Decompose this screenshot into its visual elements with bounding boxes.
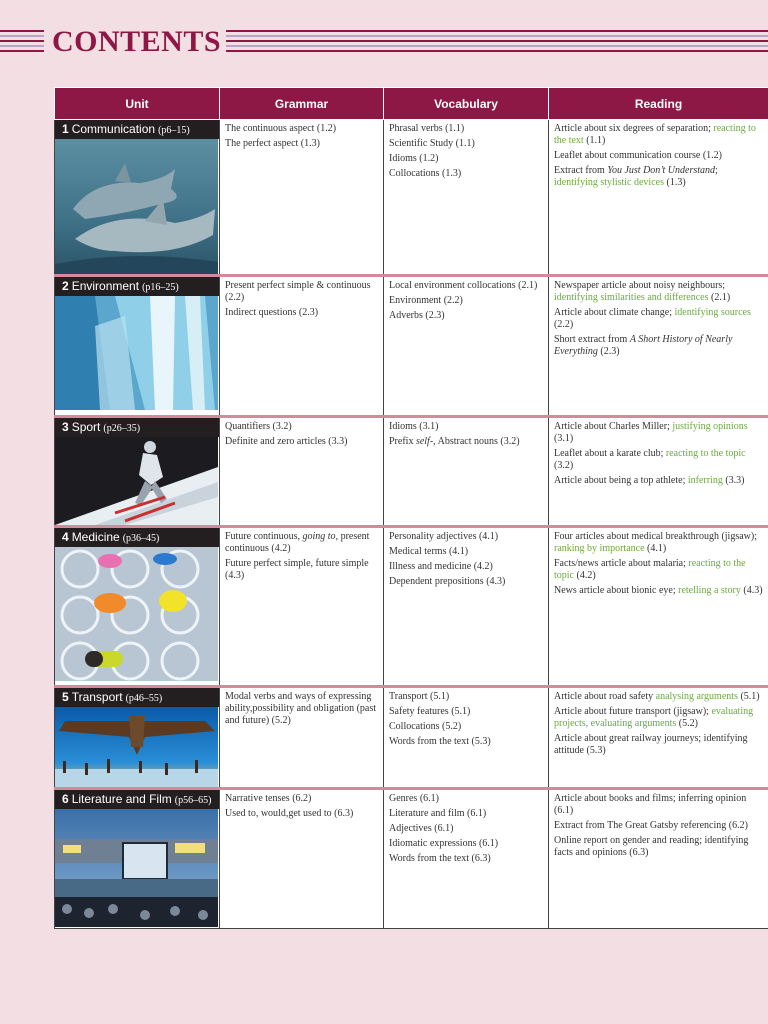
reading-entry [554,820,763,832]
unit-name: Communication [71,122,156,136]
entry-text: Collocations (1.3) [389,168,462,179]
entry-text: , Abstract nouns (3.2) [433,436,520,447]
glacier-photo [55,296,218,410]
decorative-stripes-right [226,30,768,52]
contents-table [54,87,768,929]
vocabulary-entry [389,561,543,573]
entry-text: Medical terms (4.1) [389,546,469,557]
table-row [55,276,768,417]
unit-label [55,688,219,707]
entry-text: Illness and medicine (4.2) [389,561,493,572]
entry-text: Definite and zero articles (3.3) [225,436,348,447]
table-row [55,687,768,789]
entry-text: (3.3) [722,475,745,486]
unit-number: 5 [62,690,69,704]
unit-number: 1 [62,122,69,136]
header-reading: Reading [549,88,768,120]
entry-text: (4.3) [740,585,763,596]
entry-text: Used to, would,get used to (6.3) [225,808,354,819]
unit-label [55,277,219,296]
grammar-entry [225,793,378,805]
pills-photo [55,547,218,681]
vocabulary-entry [389,421,543,433]
unit-cell [55,120,220,276]
unit-name: Transport [71,690,123,704]
entry-text: Leaflet about a karate club; [554,448,666,459]
unit-cell [55,417,220,527]
skill-highlight: identifying similarities and differences [554,292,709,303]
vocabulary-entry [389,168,543,180]
entry-text: Words from the text (6.3) [389,853,491,864]
vocabulary-entry [389,838,543,850]
vocabulary-cell [384,120,549,276]
grammar-entry [225,280,378,304]
unit-name: Sport [71,420,101,434]
entry-text: Extract from The Great Gatsby referencing (6.2) [554,820,748,831]
unit-pages: (p6–15) [158,125,190,136]
grammar-cell [220,276,384,417]
vocabulary-entry [389,736,543,748]
reading-cell [549,417,768,527]
header-vocabulary: Vocabulary [384,88,549,120]
entry-text: Scientific Study (1.1) [389,138,475,149]
skill-highlight: identifying sources [674,307,751,318]
unit-label [55,790,219,809]
reading-entry [554,793,763,817]
skill-highlight: reacting to the topic [665,448,746,459]
entry-text: Idioms (1.2) [389,153,439,164]
vocabulary-entry [389,576,543,588]
grammar-cell [220,789,384,929]
entry-text: Adverbs (2.3) [389,310,445,321]
vocabulary-cell [384,527,549,687]
vocabulary-entry [389,721,543,733]
entry-text: Article about great railway journeys; identifying attitude (5.3) [554,733,748,756]
table-row [55,789,768,929]
entry-text: Article about climate change; [554,307,675,318]
skill-highlight: retelling a story [678,585,741,596]
vocabulary-entry [389,531,543,543]
entry-text: Present perfect simple & continuous (2.2) [225,280,371,303]
header-unit: Unit [55,88,220,120]
table-row [55,417,768,527]
reading-entry [554,421,763,445]
grammar-cell [220,687,384,789]
unit-cell [55,527,220,687]
entry-text: Article about six degrees of separation; [554,123,714,134]
reading-entry [554,307,763,331]
unit-pages: (p36–45) [122,533,160,544]
entry-text: Facts/news article about malaria; [554,558,689,569]
decorative-stripes-left [0,30,44,52]
grammar-cell [220,120,384,276]
grammar-entry [225,558,378,582]
entry-text: Modal verbs and ways of expressing ability,possibility and obligation (past and future) (5.2) [225,691,377,726]
unit-number: 6 [62,792,69,806]
reading-entry [554,165,763,189]
entry-text: Transport (5.1) [389,691,450,702]
entry-text: Idioms (3.1) [389,421,439,432]
entry-text: Article about books and films; inferring opinion (6.1) [554,793,747,816]
vocabulary-entry [389,808,543,820]
table-header-row [55,88,768,120]
entry-text: (2.3) [597,346,620,357]
skill-highlight: reacting to the topic [554,558,746,581]
grammar-entry [225,123,378,135]
entry-text: You Just Don’t Understand [607,165,716,176]
vocabulary-entry [389,280,543,292]
reading-entry [554,733,763,757]
entry-text: Four articles about medical breakthrough (jigsaw); [554,531,757,542]
entry-text: Article about Charles Miller; [554,421,673,432]
entry-text: Narrative tenses (6.2) [225,793,312,804]
unit-pages: (p56–65) [174,795,212,806]
reading-cell [549,687,768,789]
skill-highlight: reacting to the text [554,123,756,146]
entry-text: (5.2) [676,718,698,729]
entry-text: Article about future transport (jigsaw); [554,706,712,717]
entry-text: (4.2) [574,570,596,581]
vocabulary-entry [389,153,543,165]
header-grammar: Grammar [220,88,384,120]
reading-entry [554,835,763,859]
entry-text: self- [415,436,434,447]
vocabulary-entry [389,546,543,558]
entry-text: ; [715,165,718,176]
entry-text: (5.1) [737,691,760,702]
skill-highlight: justifying opinions [672,421,748,432]
vocabulary-entry [389,706,543,718]
unit-pages: (p46–55) [125,693,163,704]
entry-text: (4.1) [644,543,667,554]
entry-text: Environment (2.2) [389,295,463,306]
reading-cell [549,789,768,929]
entry-text: Words from the text (5.3) [389,736,491,747]
entry-text: Newspaper article about noisy neighbours; [554,280,726,291]
unit-cell [55,276,220,417]
vocabulary-entry [389,436,543,448]
entry-text: (2.2) [554,319,574,330]
vocabulary-cell [384,276,549,417]
unit-cell [55,789,220,929]
entry-text: Extract from [554,165,608,176]
entry-text: The continuous aspect (1.2) [225,123,337,134]
reading-entry [554,448,763,472]
vocabulary-entry [389,123,543,135]
skill-highlight: evaluating projects, evaluating arguments [554,706,754,729]
entry-text: Short extract from [554,334,630,345]
unit-pages: (p16–25) [142,282,179,293]
entry-text: Future continuous, [225,531,303,542]
entry-text: Dependent prepositions (4.3) [389,576,506,587]
grammar-entry [225,307,378,319]
vocabulary-cell [384,789,549,929]
grammar-cell [220,417,384,527]
reading-entry [554,475,763,487]
entry-text: Article about being a top athlete; [554,475,688,486]
entry-text: Genres (6.1) [389,793,439,804]
table-row [55,527,768,687]
vocabulary-entry [389,823,543,835]
entry-text: Leaflet about communication course (1.2) [554,150,722,161]
unit-number: 4 [62,530,69,544]
grammar-entry [225,691,378,727]
reading-entry [554,150,763,162]
reading-entry [554,280,763,304]
entry-text: Safety features (5.1) [389,706,471,717]
unit-name: Literature and Film [71,792,172,806]
reading-entry [554,691,763,703]
vocabulary-entry [389,138,543,150]
unit-number: 2 [62,279,69,293]
vocabulary-cell [384,417,549,527]
entry-text: (3.1) [554,433,574,444]
entry-text: Future perfect simple, future simple (4.3) [225,558,369,581]
vocabulary-cell [384,687,549,789]
entry-text: Indirect questions (2.3) [225,307,319,318]
entry-text: Quantifiers (3.2) [225,421,292,432]
reading-cell [549,276,768,417]
entry-text: News article about bionic eye; [554,585,679,596]
entry-text: Article about road safety [554,691,656,702]
unit-pages: (p26–35) [103,423,141,434]
unit-label [55,120,219,139]
grammar-entry [225,436,378,448]
cinema-photo [55,809,218,927]
reading-cell [549,527,768,687]
grammar-entry [225,531,378,555]
unit-name: Medicine [71,530,120,544]
reading-entry [554,531,763,555]
entry-text: The perfect aspect (1.3) [225,138,320,149]
entry-text: (1.1) [583,135,606,146]
entry-text: , present continuous (4.2) [225,531,370,554]
skill-highlight: inferring [687,475,723,486]
unit-number: 3 [62,420,69,434]
reading-entry [554,558,763,582]
entry-text: Adjectives (6.1) [389,823,454,834]
unit-label [55,418,219,437]
entry-text: (3.2) [554,460,574,471]
unit-name: Environment [71,279,140,293]
entry-text: Local environment collocations (2.1) [389,280,538,291]
entry-text: Prefix [389,436,416,447]
grammar-entry [225,808,378,820]
entry-text: Online report on gender and reading; identifying facts and opinions (6.3) [554,835,749,858]
vocabulary-entry [389,295,543,307]
reading-entry [554,585,763,597]
reading-cell [549,120,768,276]
table-row [55,120,768,276]
skier-photo [55,437,218,525]
entry-text: Idiomatic expressions (6.1) [389,838,499,849]
vocabulary-entry [389,853,543,865]
unit-cell [55,687,220,789]
entry-text: Phrasal verbs (1.1) [389,123,465,134]
page-title: CONTENTS [52,25,222,58]
vocabulary-entry [389,793,543,805]
grammar-entry [225,138,378,150]
grammar-cell [220,527,384,687]
entry-text: (2.1) [708,292,731,303]
reading-entry [554,123,763,147]
entry-text: Personality adjectives (4.1) [389,531,499,542]
entry-text: Literature and film (6.1) [389,808,487,819]
reading-entry [554,706,763,730]
entry-text: A Short History of Nearly Everything [554,334,733,357]
dolphins-photo [55,139,218,274]
unit-label [55,528,219,547]
vocabulary-entry [389,691,543,703]
airplane-photo [55,707,218,787]
reading-entry [554,334,763,358]
entry-text: going to [302,531,336,542]
skill-highlight: identifying stylistic devices [554,177,664,188]
grammar-entry [225,421,378,433]
entry-text: Collocations (5.2) [389,721,462,732]
skill-highlight: ranking by importance [554,543,645,554]
vocabulary-entry [389,310,543,322]
entry-text: (1.3) [663,177,686,188]
skill-highlight: analysing arguments [655,691,738,702]
